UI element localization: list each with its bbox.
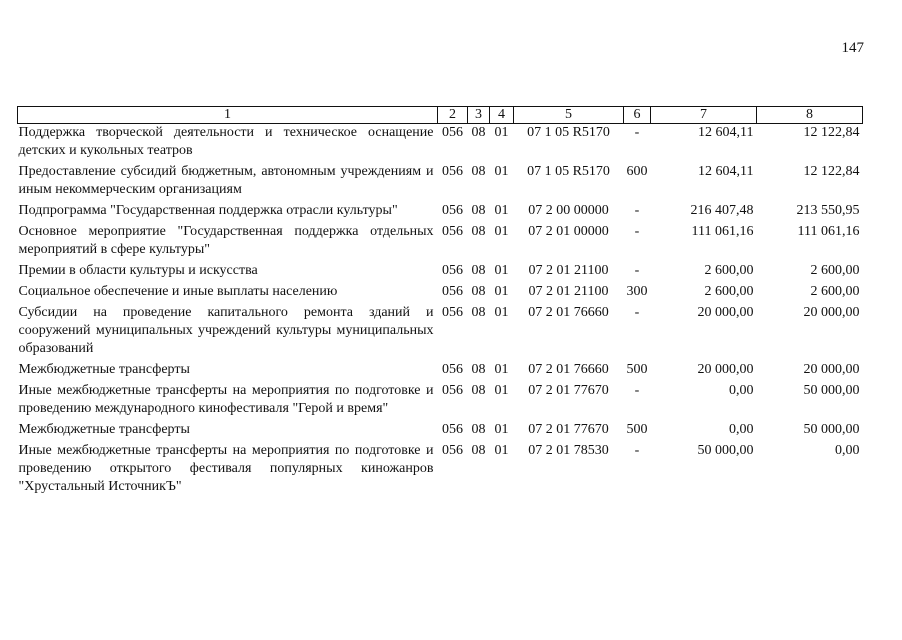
row-amount-year-1: 2 600,00: [704, 263, 754, 278]
row-target-article: 07 1 05 R5170: [527, 125, 610, 140]
row-subsection-code: 01: [494, 224, 509, 239]
row-ministry-code: 056: [442, 125, 463, 140]
row-subsection-code: 01: [494, 422, 509, 437]
row-section-code: 08: [471, 164, 486, 179]
row-name: Премии в области культуры и искусства: [18, 263, 258, 278]
header-row: [18, 107, 863, 124]
row-section-code: 08: [471, 443, 486, 458]
header-col-4: 4: [490, 107, 514, 124]
row-subsection-code: 01: [494, 164, 509, 179]
row-subsection-code: 01: [494, 263, 509, 278]
table-row: [18, 442, 863, 499]
row-amount-year-2: 12 122,84: [803, 164, 860, 179]
table-row: [18, 262, 863, 283]
row-target-article: 07 2 00 00000: [528, 203, 609, 218]
row-amount-year-2: 20 000,00: [803, 362, 860, 377]
row-amount-year-2: 12 122,84: [803, 125, 860, 140]
row-target-article: 07 2 01 77670: [528, 383, 609, 398]
row-name: Предоставление субсидий бюджетным, автономным учреждениям и иным некоммерческим организациям: [18, 164, 434, 197]
row-name: Подпрограмма "Государственная поддержка отрасли культуры": [18, 203, 398, 218]
row-amount-year-2: 2 600,00: [810, 263, 860, 278]
header-col-7: 7: [651, 107, 757, 124]
table-body: [18, 124, 863, 500]
row-subsection-code: 01: [494, 362, 509, 377]
row-amount-year-1: 2 600,00: [704, 284, 754, 299]
row-target-article: 07 2 01 78530: [528, 443, 609, 458]
table-row: [18, 202, 863, 223]
row-expense-type: -: [634, 263, 640, 278]
row-amount-year-2: 2 600,00: [810, 284, 860, 299]
row-name: Субсидии на проведение капитального ремонта зданий и сооружений муниципальных учреждений культуры муниципальных образований: [18, 305, 434, 356]
row-ministry-code: 056: [442, 422, 463, 437]
row-subsection-code: 01: [494, 443, 509, 458]
row-expense-type: -: [634, 305, 640, 320]
table-row: [18, 223, 863, 262]
row-amount-year-1: 12 604,11: [698, 164, 754, 179]
row-ministry-code: 056: [442, 164, 463, 179]
row-name: Поддержка творческой деятельности и техническое оснащение детских и кукольных театров: [18, 125, 434, 158]
row-ministry-code: 056: [442, 263, 463, 278]
row-amount-year-2: 50 000,00: [803, 422, 860, 437]
header-col-8: 8: [757, 107, 863, 124]
row-amount-year-2: 50 000,00: [803, 383, 860, 398]
row-section-code: 08: [471, 422, 486, 437]
row-name: Иные межбюджетные трансферты на мероприятия по подготовке и проведению открытого фестиваля популярных киножанров "Хрустальный ИсточникЪ": [18, 443, 434, 494]
row-expense-type: -: [634, 224, 640, 239]
table-row: [18, 304, 863, 361]
row-expense-type: 600: [626, 164, 648, 179]
row-target-article: 07 2 01 77670: [528, 422, 609, 437]
row-ministry-code: 056: [442, 383, 463, 398]
row-amount-year-1: 216 407,48: [690, 203, 754, 218]
row-name: Основное мероприятие "Государственная поддержка отдельных мероприятий в сфере культуры": [18, 224, 434, 257]
row-amount-year-1: 50 000,00: [697, 443, 754, 458]
row-target-article: 07 2 01 76660: [528, 305, 609, 320]
row-name: Межбюджетные трансферты: [18, 362, 190, 377]
table-row: [18, 382, 863, 421]
row-amount-year-2: 20 000,00: [803, 305, 860, 320]
header-col-6: 6: [624, 107, 651, 124]
row-name: Межбюджетные трансферты: [18, 422, 190, 437]
row-amount-year-2: 213 550,95: [796, 203, 860, 218]
row-ministry-code: 056: [442, 203, 463, 218]
header-col-2: 2: [438, 107, 468, 124]
row-section-code: 08: [471, 263, 486, 278]
row-amount-year-1: 111 061,16: [691, 224, 754, 239]
row-subsection-code: 01: [494, 305, 509, 320]
header-col-3: 3: [468, 107, 490, 124]
row-subsection-code: 01: [494, 125, 509, 140]
row-amount-year-1: 20 000,00: [697, 362, 754, 377]
row-ministry-code: 056: [442, 284, 463, 299]
table-row: [18, 361, 863, 382]
row-amount-year-1: 12 604,11: [698, 125, 754, 140]
row-expense-type: -: [634, 125, 640, 140]
budget-table: [17, 106, 863, 499]
row-expense-type: -: [634, 383, 640, 398]
row-amount-year-1: 0,00: [729, 383, 754, 398]
header-col-1: 1: [18, 107, 438, 124]
row-section-code: 08: [471, 125, 486, 140]
row-ministry-code: 056: [442, 443, 463, 458]
row-section-code: 08: [471, 284, 486, 299]
row-expense-type: -: [634, 443, 640, 458]
row-amount-year-1: 0,00: [729, 422, 754, 437]
row-target-article: 07 1 05 R5170: [527, 164, 610, 179]
row-target-article: 07 2 01 21100: [528, 263, 609, 278]
table-row: [18, 163, 863, 202]
row-expense-type: 500: [626, 422, 648, 437]
row-subsection-code: 01: [494, 203, 509, 218]
row-ministry-code: 056: [442, 305, 463, 320]
row-name: Иные межбюджетные трансферты на мероприятия по подготовке и проведению международного кинофестиваля "Герой и время": [18, 383, 434, 416]
row-target-article: 07 2 01 21100: [528, 284, 609, 299]
table-row: [18, 421, 863, 442]
page-number: 147: [841, 40, 864, 56]
table-header: [18, 107, 863, 124]
row-section-code: 08: [471, 224, 486, 239]
row-amount-year-2: 111 061,16: [797, 224, 860, 239]
row-amount-year-2: 0,00: [835, 443, 860, 458]
row-amount-year-1: 20 000,00: [697, 305, 754, 320]
row-section-code: 08: [471, 362, 486, 377]
table-row: [18, 283, 863, 304]
row-expense-type: -: [634, 203, 640, 218]
header-col-5: 5: [514, 107, 624, 124]
row-subsection-code: 01: [494, 383, 509, 398]
row-section-code: 08: [471, 305, 486, 320]
row-ministry-code: 056: [442, 224, 463, 239]
row-target-article: 07 2 01 76660: [528, 362, 609, 377]
row-section-code: 08: [471, 383, 486, 398]
row-name: Социальное обеспечение и иные выплаты населению: [18, 284, 338, 299]
row-expense-type: 500: [626, 362, 648, 377]
row-target-article: 07 2 01 00000: [528, 224, 609, 239]
row-subsection-code: 01: [494, 284, 509, 299]
table-row: [18, 124, 863, 164]
row-ministry-code: 056: [442, 362, 463, 377]
row-expense-type: 300: [626, 284, 648, 299]
row-section-code: 08: [471, 203, 486, 218]
